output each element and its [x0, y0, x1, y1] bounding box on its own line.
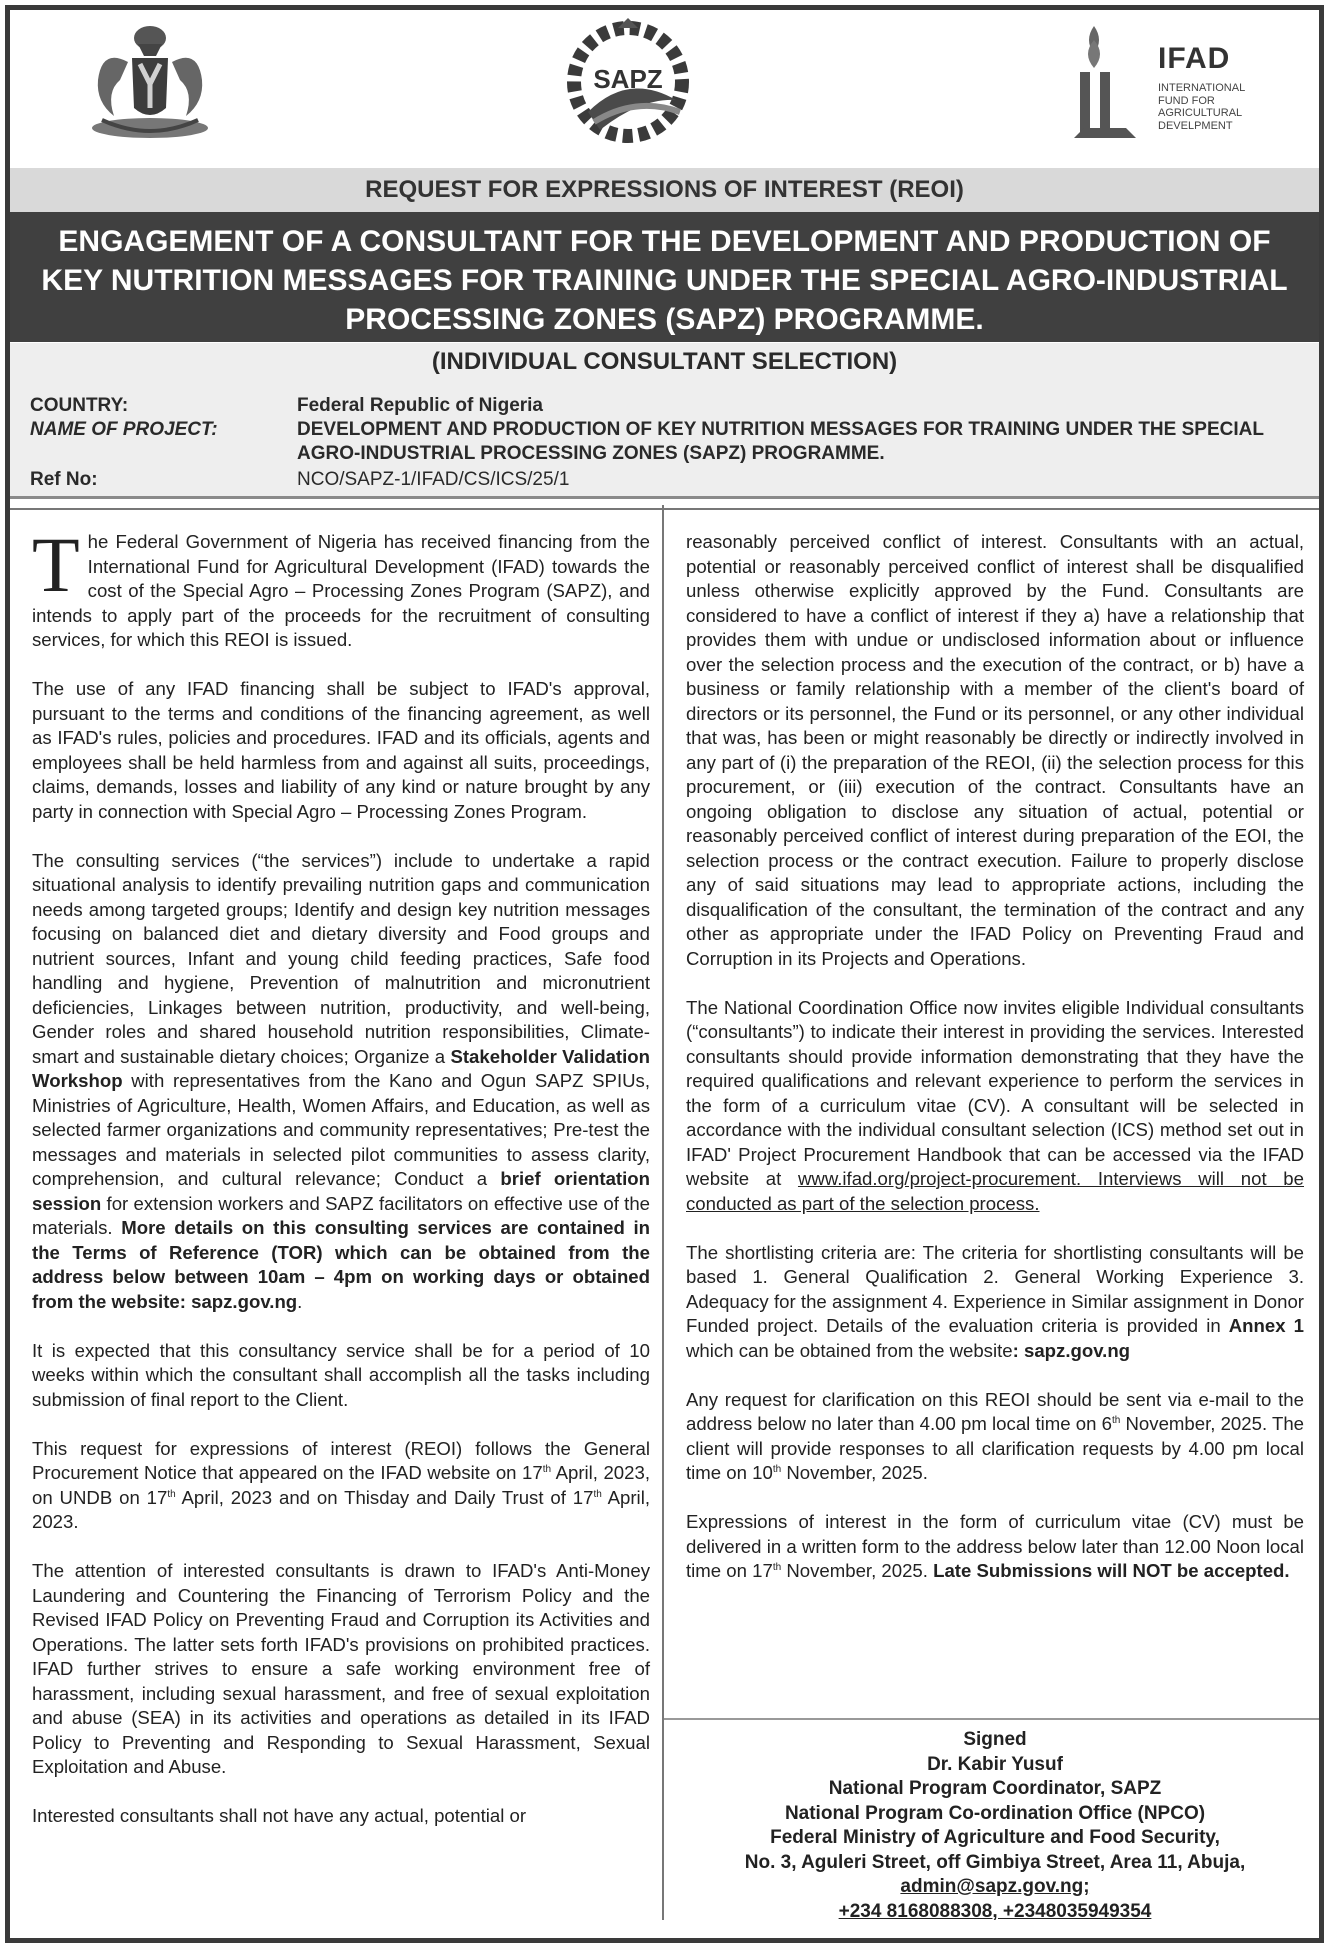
- tor-details: More details on this consulting services are contained in the Terms of Reference (TOR) which can be obtained from the address below between 10am – 4pm on working days or obtained from the website: sapz.gov.ng: [32, 1217, 650, 1312]
- project-label: NAME OF PROJECT:: [30, 419, 218, 440]
- bold-text: Stakeholder Validation Workshop: [32, 1045, 651, 1091]
- drop-cap: T: [32, 521, 80, 608]
- website-text: : sapz.gov.ng: [1012, 1339, 1131, 1361]
- signatory-name: Dr. Kabir Yusuf: [927, 1753, 1063, 1775]
- superscript: th: [772, 1561, 782, 1573]
- signatory-ministry: Federal Ministry of Agriculture and Food Security,: [770, 1827, 1220, 1848]
- signed-label: Signed: [963, 1729, 1027, 1750]
- paragraph-text: November, 2025. The client will provide responses to all clarification requests by 4.00 pm local time on 10: [686, 1413, 1305, 1483]
- paragraph-duration: It is expected that this consultancy service shall be for a period of 10 weeks within which the consultant shall accomplish all the tasks including submission of final report to the Client.: [32, 1339, 650, 1410]
- country-value: Federal Republic of Nigeria: [297, 395, 543, 416]
- ifad-sub-line: DEVELPMENT: [1158, 119, 1233, 132]
- country-label: COUNTRY:: [30, 395, 129, 416]
- title-line: KEY NUTRITION MESSAGES FOR TRAINING UNDER THE SPECIAL AGRO-INDUSTRIAL: [41, 264, 1288, 297]
- paragraph-text: with representatives from the Kano and Ogun SAPZ SPIUs, Ministries of Agriculture, Health, Women Affairs, and Education, as well as selected farmer organizations and community representatives; Pre-test the messages and materials in selected pilot communities to assess clarity, comprehension, and cultural relevance; Conduct a: [32, 1070, 650, 1189]
- paragraph-text: Any request for clarification on this REOI should be sent via e-mail to the address below no later than 4.00 pm local time on 6: [686, 1388, 1304, 1434]
- paragraph-text: for extension workers and SAPZ facilitators on effective use of the materials.: [32, 1192, 650, 1238]
- signatory-office: National Program Co-ordination Office (NPCO): [784, 1802, 1206, 1824]
- reoi-heading: REQUEST FOR EXPRESSIONS OF INTEREST (REOI): [10, 168, 1319, 212]
- selection-method: (INDIVIDUAL CONSULTANT SELECTION): [10, 343, 1319, 383]
- sapz-logo-text: SAPZ: [593, 64, 663, 94]
- superscript: th: [1111, 1414, 1121, 1426]
- paragraph-text: .: [297, 1290, 303, 1312]
- late-submission-warning: Late Submissions will NOT be accepted.: [933, 1560, 1290, 1581]
- paragraph-text: This request for expressions of interest (REOI) follows the General Procurement Notice that appeared on the IFAD website on 17: [32, 1437, 650, 1483]
- signatory-address: No. 3, Aguleri Street, off Gimbiya Street, Area 11, Abuja,: [744, 1851, 1246, 1873]
- paragraph-text: April, 2023 and on Thisday and Daily Trust of 17: [175, 1486, 594, 1508]
- paragraph-conflict: reasonably perceived conflict of interest. Consultants with an actual, potential or reasonably perceived conflict of interest shall be disqualified unless otherwise explicitly approved by the Fund. Consultants are considered to have a conflict of interest if they a) have a relationship that provides them with undue or undisclosed information about or influence over the selection process and the execution of the contract, or b) have a business or family relationship with a member of the client's board of directors or its personnel, the Fund or its personnel, or any other individual that was, has been or might reasonably be directly or indirectly involved in any part of (i) the preparation of the REOI, (ii) the selection process for this procurement, or (iii) execution of the contract. Consultants have an ongoing obligation to disclose any situation of actual, potential or reasonably perceived conflict of interest during preparation of the EOI, the selection process or the contract execution. Failure to properly disclose any of said situations may lead to appropriate actions, including the disqualification of the consultant, the termination of the contract and any other as appropriate under the IFAD Policy on Preventing Fraud and Corruption in its Projects and Operations.: [686, 531, 1304, 969]
- ifad-sub-line: FUND FOR: [1158, 94, 1215, 107]
- paragraph-text: November, 2025.: [781, 1462, 928, 1483]
- ifad-sub-line: INTERNATIONAL: [1158, 82, 1246, 94]
- superscript: th: [542, 1463, 552, 1475]
- page-border: [5, 5, 1324, 1943]
- email-link[interactable]: admin@sapz.gov.ng;: [900, 1876, 1090, 1897]
- paragraph-text: April, 2023.: [32, 1486, 650, 1532]
- bold-text: Annex 1: [1228, 1315, 1304, 1336]
- paragraph-ifad-approval: The use of any IFAD financing shall be subject to IFAD's approval, pursuant to the terms and conditions of the financing agreement, as well as IFAD's rules, policies and procedures. IFAD and its officials, agents and employees shall be held harmless from and against all suits, proceedings, claims, demands, losses and liability of any kind or nature brought by any party in connection with Special Agro – Processing Zones Program.: [32, 678, 650, 822]
- superscript: th: [772, 1463, 782, 1475]
- paragraph-policies: The attention of interested consultants is drawn to IFAD's Anti-Money Laundering and Countering the Financing of Terrorism Policy and the Revised IFAD Policy on Preventing Fraud and Corruption its Activities and Operations. The latter sets forth IFAD's provisions on prohibited practices. IFAD further strives to ensure a safe working environment free of harassment, including sexual harassment, and free of sexual exploitation and abuse (SEA) in its activities and operations as detailed in its IFAD Policy to Preventing and Responding to Sexual Harassment, Sexual Exploitation and Abuse.: [32, 1560, 650, 1777]
- paragraph-text: November, 2025.: [781, 1560, 934, 1581]
- procurement-link[interactable]: www.ifad.org/project-procurement. Interviews will not be conducted as part of the selection process.: [686, 1168, 1304, 1214]
- title-line: ENGAGEMENT OF A CONSULTANT FOR THE DEVELOPMENT AND PRODUCTION OF: [58, 225, 1271, 258]
- ref-value: NCO/SAPZ-1/IFAD/CS/ICS/25/1: [297, 469, 570, 490]
- paragraph-text: The shortlisting criteria are: The criteria for shortlisting consultants will be based 1. General Qualification 2. General Working Experience 3. Adequacy for the assignment 4. Experience in Similar assignment in Donor Funded project. Details of the evaluation criteria is provided in: [686, 1241, 1304, 1336]
- bold-text: brief orientation session: [32, 1168, 651, 1214]
- paragraph-text: April, 2023, on UNDB on 17: [32, 1462, 650, 1508]
- paragraph-conflict-start: Interested consultants shall not have any actual, potential or: [32, 1805, 527, 1826]
- ifad-logo-word: IFAD: [1158, 42, 1231, 75]
- paragraph-text: he Federal Government of Nigeria has received financing from the International Fund for Agricultural Development (IFAD) towards the cost of the Special Agro – Processing Zones Program (SAPZ), and intends to apply part of the proceeds for the recruitment of consulting services, for which this REOI is issued.: [32, 531, 650, 650]
- ref-label: Ref No:: [30, 469, 98, 490]
- paragraph-text: The consulting services (“the services”) include to undertake a rapid situational analysis to identify prevailing nutrition gaps and communication needs among targeted groups; Identify and design key nutrition messages focusing on balanced diet and dietary diversity and Food groups and nutrient sources, Infant and young child feeding practices, Safe food handling and hygiene, Prevention of malnutrition and micronutrient deficiencies, Linkages between nutrition, productivity, and well-being, Gender roles and shared household nutrition responsibilities, Climate-smart and sustainable dietary choices; Organize a: [32, 849, 650, 1067]
- signatory-title: National Program Coordinator, SAPZ: [828, 1778, 1162, 1799]
- project-value: DEVELOPMENT AND PRODUCTION OF KEY NUTRITION MESSAGES FOR TRAINING UNDER THE SPECIAL AGRO-INDUSTRIAL PROCESSING ZONES (SAPZ) PROGRAMME.: [297, 419, 1264, 464]
- paragraph-text: The National Coordination Office now invites eligible Individual consultants (“consultants”) to indicate their interest in providing the services. Interested consultants should provide information demonstrating that they have the required qualifications and relevant experience to perform the services in the form of a curriculum vitae (CV). A consultant will be selected in accordance with the individual consultant selection (ICS) method set out in IFAD' Project Procurement Handbook that can be accessed via the IFAD website at: [686, 996, 1304, 1189]
- paragraph-text: Expressions of interest in the form of curriculum vitae (CV) must be delivered in a written form to the address below later than 12.00 Noon local time on 17: [686, 1511, 1304, 1581]
- title-line: PROCESSING ZONES (SAPZ) PROGRAMME.: [345, 303, 984, 336]
- superscript: th: [167, 1488, 176, 1500]
- superscript: th: [593, 1488, 602, 1500]
- ifad-sub-line: AGRICULTURAL: [1158, 107, 1243, 119]
- paragraph-text: which can be obtained from the website: [686, 1339, 1013, 1361]
- phone-numbers: +234 8168088308, +2348035949354: [838, 1900, 1152, 1922]
